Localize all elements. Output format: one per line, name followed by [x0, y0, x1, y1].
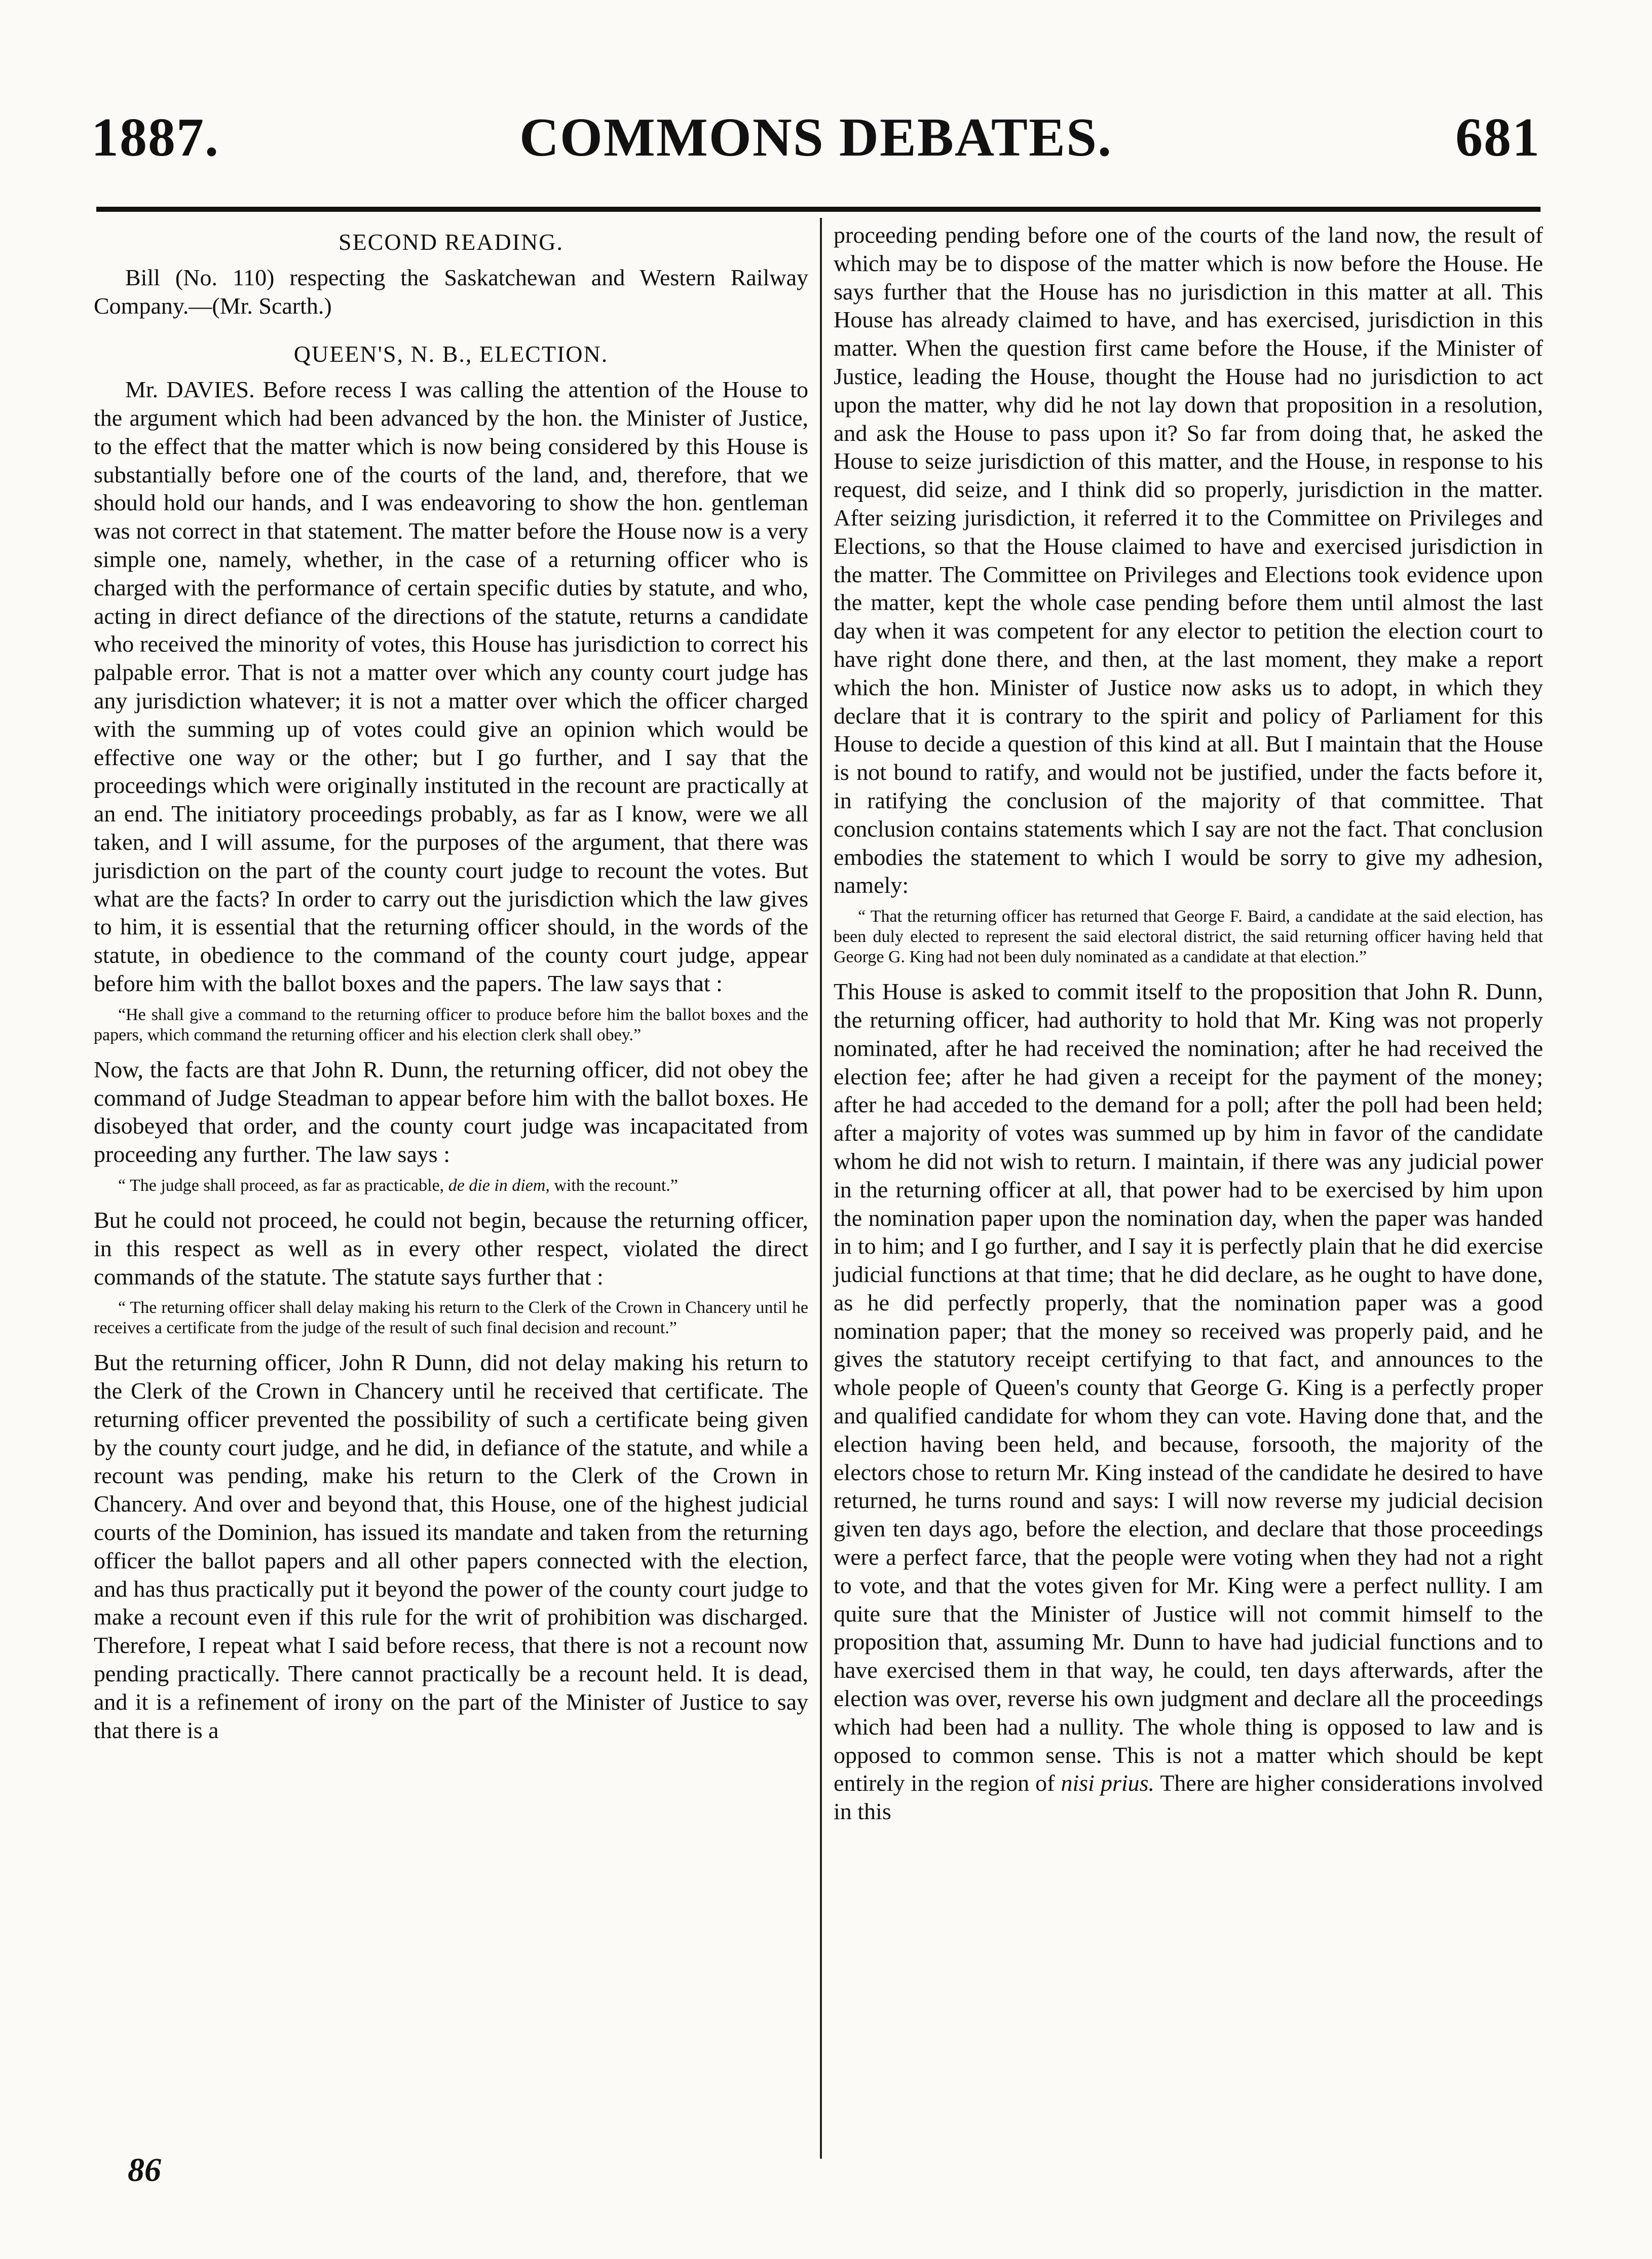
statute-quote: “ The returning officer shall delay making his return to the Clerk of the Crown in Chancery until he receives a certificate from the judge of the result of such final decision and recount.”: [94, 1298, 808, 1338]
page-header: [91, 106, 1541, 198]
speech-paragraph: proceeding pending before one of the courts of the land now, the result of which may be to dispose of the matter which is now before the House. He says further that the House has no jurisdiction in this matter at all. This House has already claimed to have, and has exercised, jurisdiction in this matter. When the question first came before the House, if the Minister of Justice, leading the House, thought the House had no jurisdiction to act upon the matter, why did he not lay down that proposition in a resolution, and ask the House to pass upon it? So far from doing that, he asked the House to seize jurisdiction of this matter, and the House, in response to his request, did seize, and I think did so properly, jurisdiction in the matter. After seizing jurisdiction, it referred it to the Committee on Privileges and Elections, so that the House claimed to have and exercised jurisdiction in the matter. The Committee on Privileges and Elections took evidence upon the matter, kept the whole case pending before them until almost the last day when it was competent for any elector to petition the election court to have right done there, and then, at the last moment, they make a report which the hon. Minister of Justice now asks us to adopt, in which they declare that it is contrary to the spirit and policy of Parliament for this House to decide a question of this kind at all. But I maintain that the House is not bound to ratify, and would not be justified, under the facts before it, in ratifying the conclusion of the majority of that committee. That conclusion contains statements which I say are not the fact. That conclusion embodies the statement to which I would be sorry to give my adhesion, namely:: [834, 222, 1543, 898]
statute-quote: “He shall give a command to the returning officer to produce before him the ballot boxes and the papers, which command the returning officer and his election clerk shall obey.”: [94, 1005, 808, 1044]
right-column: [834, 221, 1543, 1826]
header-year: 1887.: [91, 107, 219, 168]
header-rule: [96, 207, 1541, 212]
speech-paragraph: Mr. DAVIES. Before recess I was calling the attention of the House to the argument which had been advanced by the hon. the Minister of Justice, to the effect that the matter which is now being considered by this House is substantially before one of the courts of the land, and, therefore, that we should hold our hands, and I was endeavoring to show the hon. gentleman was not correct in that statement. The matter before the House now is a very simple one, namely, whether, in the case of a returning officer who is charged with the performance of certain specific duties by statute, and who, acting in direct defiance of the directions of the statute, returns a candidate who received the minority of votes, this House has jurisdiction to correct his palpable error. That is not a matter over which any county court judge has any jurisdiction whatever; it is not a matter over which the officer charged with the summing up of votes could give an opinion which would be effective one way or the other; but I go further, and I say that the proceedings which were originally instituted in the recount are practically at an end. The initiatory proceedings probably, as far as I know, were we all taken, and I will assume, for the purposes of the argument, that there was jurisdiction on the part of the county court judge to recount the votes. But what are the facts? In order to carry out the jurisdiction which the law gives to him, it is essential that the returning officer should, in the words of the statute, in obedience to the command of the county court judge, appear before him with the ballot boxes and the papers. The law says that :: [94, 376, 808, 996]
speech-paragraph: This House is asked to commit itself to the proposition that John R. Dunn, the returning officer, had authority to hold that Mr. King was not properly nominated, after he had received the nomination; after he had received the election fee; after he had given a receipt for the payment of the money; after he had acceded to the demand for a poll; after the poll had been held; after a majority of votes was summed up by him in favor of the candidate whom he did not wish to return. I maintain, if there was any judicial power in the returning officer at all, that power had to be exercised by him upon the nomination paper upon the nomination day, when the paper was handed in to him; and I go further, and I say it is perfectly plain that he did exercise judicial functions at that time; that he did declare, as he ought to have done, as he did perfectly properly, that the nomination paper was a good nomination paper; that the money so received was properly paid, and he gives the statutory receipt certifying to that fact, and announces to the whole people of Queen's county that George G. King is a perfectly proper and qualified candidate for whom they can vote. Having done that, and the election having been held, and because, forsooth, the majority of the electors chose to return Mr. King instead of the candidate he desired to have returned, he turns round and says: I will now reverse my judicial decision given ten days ago, before the election, and declare that those proceedings were a perfect farce, that the people were voting when they had not a right to vote, and that the votes given for Mr. King were a perfect nullity. I am quite sure that the Minister of Justice will not commit himself to the proposition that, assuming Mr. Dunn to have had judicial functions and to have exercised them in that way, he could, ten days afterwards, after the election was over, reverse his own judgment and declare all the proceedings which had been had a nullity. The whole thing is opposed to law and is opposed to common sense. This is not a matter which should be kept entirely in the region of nisi prius. There are higher considerations involved in this: [834, 978, 1543, 1825]
section-heading-second-reading: SECOND READING.: [339, 229, 564, 255]
report-quote: “ That the returning officer has returned that George F. Baird, a candidate at the said election, has been duly elected to represent the said electoral district, the said returning officer having held that George G. King had not been duly nominated as a candidate at that election.”: [834, 907, 1543, 967]
column-divider: [820, 218, 822, 2159]
speech-paragraph: Now, the facts are that John R. Dunn, the returning officer, did not obey the command of Judge Steadman to appear before him with the ballot boxes. He disobeyed that order, and the county court judge was incapacitated from proceeding any further. The law says :: [94, 1056, 808, 1168]
header-title: COMMONS DEBATES.: [519, 107, 1113, 168]
printer-signature-mark: 86: [128, 2152, 161, 2189]
section-heading-election: QUEEN'S, N. B., ELECTION.: [293, 341, 609, 367]
speech-paragraph: But he could not proceed, he could not begin, because the returning officer, in this respect as well as in every other respect, violated the direct commands of the statute. The statute says further that :: [94, 1207, 808, 1290]
left-column: [94, 221, 808, 1744]
speech-paragraph: But the returning officer, John R Dunn, did not delay making his return to the Clerk of the Crown in Chancery until he received that certificate. The returning officer prevented the possibility of such a certificate being given by the county court judge, and he did, in defiance of the statute, and while a recount was pending, make his return to the Clerk of the Crown in Chancery. And over and beyond that, this House, one of the highest judicial courts of the Dominion, has issued its mandate and taken from the returning officer the ballot papers and all other papers connected with the election, and has thus practically put it beyond the power of the county court judge to make a recount even if this rule for the writ of prohibition was discharged. Therefore, I repeat what I said before recess, that there is not a recount now pending practically. There cannot practically be a recount held. It is dead, and it is a refinement of irony on the part of the Minister of Justice to say that there is a: [94, 1349, 808, 1743]
statute-quote: “ The judge shall proceed, as far as practicable, de die in diem, with the recount.”: [118, 1176, 678, 1195]
bill-paragraph: Bill (No. 110) respecting the Saskatchewan and Western Railway Company.—(Mr. Scarth.): [94, 264, 808, 319]
header-page-number: 681: [1455, 107, 1541, 168]
